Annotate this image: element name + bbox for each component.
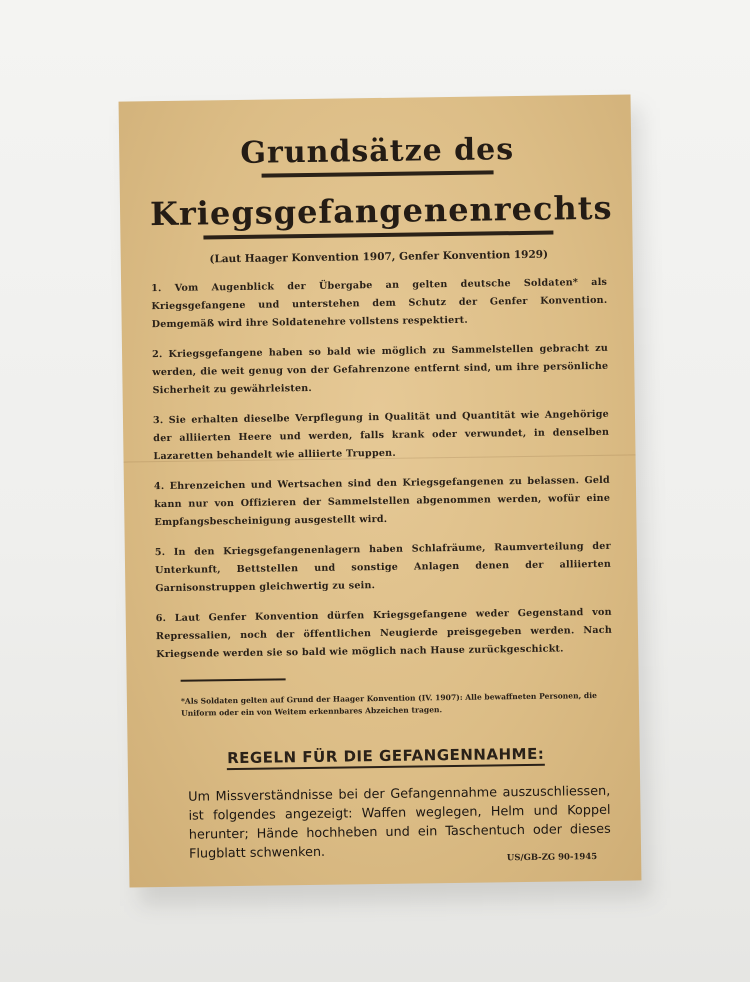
rules-heading-text: REGELN FÜR DIE GEFANGENNAHME: (227, 745, 544, 770)
title-underline-2 (203, 231, 553, 240)
paragraph-6: 6. Laut Genfer Konvention dürfen Kriegsgefangene weder Gegenstand von Repressalien, noch der öffentlichen Neugierde preisgegeben werden. Nach Kriegsende werden sie so bald wie möglich nach Hause zurückgeschickt. (155, 606, 613, 661)
paragraph-3: 3. Sie erhalten dieselbe Verpflegung in Qualität und Quantität wie Angehörige der alliierten Heere und werden, falls krank oder verwundet, in denselben Lazaretten behandelt wie alliierte Truppen. (152, 408, 610, 463)
rules-text: Um Missverständnisse bei der Gefangennahme auszuschliessen, ist folgendes angezeigt: Waffen weglegen, Helm und Koppel herunter; Hände hochheben und ein Taschentuch oder dieses Flugblatt schwenken. (188, 783, 611, 862)
title-underline-1 (262, 170, 494, 177)
paragraph-2: 2. Kriegsgefangene haben so bald wie möglich zu Sammelstellen gebracht zu werden, die weit genug von der Gefahrenzone entfernt sind, um ihre persönliche Sicherheit zu gewährleisten. (151, 342, 609, 397)
footnote: *Als Soldaten gelten auf Grund der Haager Konvention (IV. 1907): Alle bewaffneten Personen, die Uniform oder ein von Weitem erkennbares Abzeichen tragen. (180, 690, 598, 718)
paragraph-5: 5. In den Kriegsgefangenenlagern haben Schlafräume, Raumverteilung der Unterkunft, Bettstellen und sonstige Anlagen denen der alliierten Garnisonstruppen gleichwertig zu sein. (154, 540, 612, 595)
paragraph-4: 4. Ehrenzeichen und Wertsachen sind den Kriegsgefangenen zu belassen. Geld kann nur von Offizieren der Sammelstellen abgenommen werden, wofür eine Empfangsbescheinigung ausgestellt wird. (153, 474, 611, 529)
title-line-2: Kriegsgefangenenrechts (149, 188, 613, 234)
leaflet-code: US/GB-ZG 90-1945 (506, 852, 598, 864)
title-line-1: Grundsätze des (240, 132, 515, 171)
leaflet (119, 94, 642, 887)
rules-heading (158, 744, 614, 768)
paragraph-1: 1. Vom Augenblick der Übergabe an gelten deutsche Soldaten* als Kriegsgefangene und unterstehen dem Schutz der Genfer Konvention. Demgemäß wird ihre Soldatenehre vollstens respektiert. (151, 276, 608, 331)
footnote-rule (181, 678, 286, 681)
subtitle: (Laut Haager Konvention 1907, Genfer Konvention 1929) (209, 248, 549, 266)
